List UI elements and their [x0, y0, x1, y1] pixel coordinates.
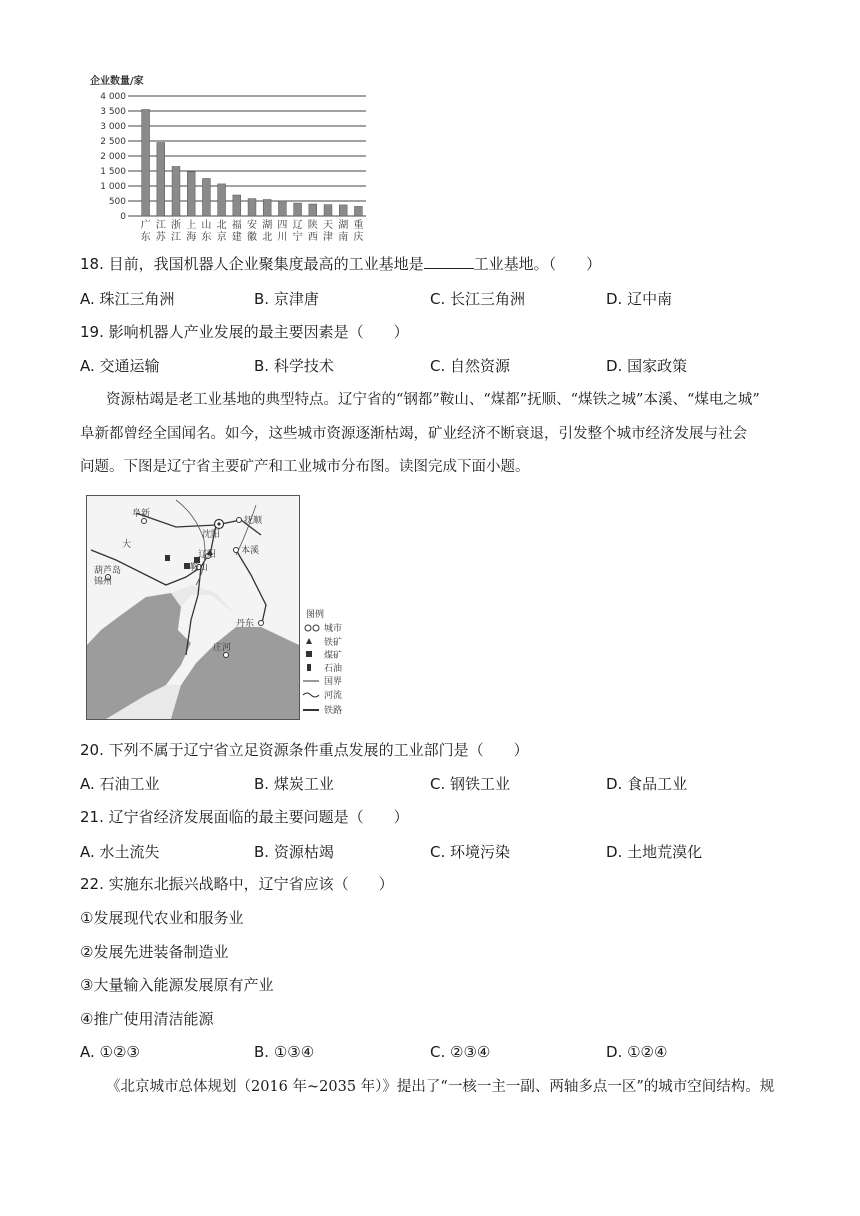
legend-title: 图例 — [306, 610, 325, 620]
q19-option-c[interactable]: C. 自然资源 — [430, 357, 511, 375]
q21-option-a[interactable]: A. 水土流失 — [80, 843, 160, 861]
x-tick-label: 川 — [277, 232, 288, 243]
map-label-shenyang: 沈阳 — [202, 530, 221, 540]
x-tick-label: 津 — [323, 232, 333, 243]
liaoning-map — [86, 495, 360, 720]
y-tick-label: 2 000 — [100, 152, 126, 162]
city-marker — [237, 518, 242, 523]
y-axis-label: 企业数量/家 — [90, 76, 144, 87]
x-tick-label: 建 — [231, 232, 242, 243]
x-tick-label: 辽 — [292, 220, 303, 231]
q19-option-b[interactable]: B. 科学技术 — [254, 357, 334, 375]
next-passage-start: 《北京城市总体规划（2016 年~2035 年）》提出了“一核一主一副、两轴多点一区”的城市空间结构。规 — [106, 1079, 775, 1095]
x-tick-label: 湖 — [338, 220, 349, 231]
q20-option-a[interactable]: A. 石油工业 — [80, 775, 160, 793]
x-tick-label: 苏 — [155, 232, 166, 243]
legend-oil-icon — [307, 664, 311, 671]
map-svg — [86, 495, 360, 720]
passage-line-1: 资源枯竭是老工业基地的典型特点。辽宁省的“钢都”鞍山、“煤都”抚顺、“煤铁之城”本溪、“煤电之城” — [106, 392, 760, 408]
bar — [339, 205, 347, 216]
city-marker — [217, 522, 220, 525]
legend-city: 城市 — [324, 624, 343, 634]
x-tick-label: 京 — [216, 232, 227, 243]
q19-option-a[interactable]: A. 交通运输 — [80, 357, 160, 375]
bar — [324, 205, 332, 216]
legend-iron-icon — [306, 638, 312, 644]
legend-border: 国界 — [324, 677, 343, 687]
map-label-benxi: 本溪 — [241, 546, 260, 556]
map-label-jinzhou: 锦州 — [94, 577, 113, 587]
passage-line-2: 阜新都曾经全国闻名。如今，这些城市资源逐渐枯竭，矿业经济不断衰退，引发整个城市经济发展与社会 — [80, 426, 747, 442]
q18-text: 18. 目前，我国机器人企业聚集度最高的工业基地是 — [80, 255, 424, 273]
q18-stem — [80, 254, 601, 274]
x-tick-label: 四 — [277, 220, 288, 231]
q21-option-c[interactable]: C. 环境污染 — [430, 843, 511, 861]
q22-item-4: ④推广使用清洁能源 — [80, 1010, 214, 1028]
answer-blank[interactable] — [424, 254, 474, 269]
q20-stem: 20. 下列不属于辽宁省立足资源条件重点发展的工业部门是（ ） — [80, 741, 529, 759]
enterprise-bar-chart — [88, 72, 378, 247]
y-tick-label: 4 000 — [100, 92, 126, 102]
legend-river-icon — [303, 693, 319, 697]
bar — [202, 179, 210, 217]
q22-item-3: ③大量输入能源发展原有产业 — [80, 976, 274, 994]
y-tick-label: 2 500 — [100, 137, 126, 147]
map-label-zhuanghe: 庄河 — [213, 643, 232, 653]
bar — [233, 195, 241, 216]
x-tick-label: 徽 — [247, 232, 257, 243]
legend-river: 河流 — [324, 691, 343, 701]
x-tick-label: 江 — [171, 232, 181, 243]
x-tick-label: 东 — [201, 232, 212, 243]
y-tick-label: 3 500 — [100, 107, 126, 117]
q22-stem: 22. 实施东北振兴战略中，辽宁省应该（ ） — [80, 875, 394, 893]
bar — [278, 201, 286, 216]
legend-oil: 石油 — [324, 664, 343, 674]
legend-coal-icon — [306, 651, 312, 657]
bar — [142, 110, 150, 217]
x-tick-label: 重 — [353, 220, 364, 231]
q21-stem: 21. 辽宁省经济发展面临的最主要问题是（ ） — [80, 808, 409, 826]
bar — [309, 204, 317, 216]
q18-option-d[interactable]: D. 辽中南 — [606, 290, 673, 308]
city-marker — [142, 519, 147, 524]
map-label-fuxin: 阜新 — [132, 509, 151, 519]
y-tick-label: 1 000 — [100, 182, 126, 192]
bar — [157, 143, 165, 217]
map-label-dandong: 丹东 — [236, 619, 255, 629]
x-tick-label: 庆 — [353, 232, 364, 243]
map-label-fushun: 抚顺 — [244, 516, 263, 526]
bar — [354, 206, 362, 216]
x-tick-label: 广 — [140, 220, 151, 231]
q20-option-c[interactable]: C. 钢铁工业 — [430, 775, 511, 793]
q21-option-b[interactable]: B. 资源枯竭 — [254, 843, 334, 861]
city-marker — [259, 621, 264, 626]
x-tick-label: 山 — [201, 220, 212, 231]
x-tick-label: 福 — [231, 220, 242, 231]
x-tick-label: 天 — [323, 220, 333, 231]
x-tick-label: 浙 — [171, 220, 181, 231]
x-tick-label: 陕 — [307, 220, 318, 231]
q18-text-after: 工业基地。（ ） — [473, 255, 602, 273]
q18-option-c[interactable]: C. 长江三角洲 — [430, 290, 526, 308]
bar — [218, 184, 226, 216]
x-tick-label: 江 — [155, 220, 166, 231]
chart-svg — [88, 72, 378, 247]
q22-item-1: ①发展现代农业和服务业 — [80, 909, 244, 927]
y-tick-label: 1 500 — [100, 167, 126, 177]
q21-options — [0, 841, 860, 861]
q21-option-d[interactable]: D. 土地荒漠化 — [606, 843, 703, 861]
legend-coal: 煤矿 — [324, 651, 343, 661]
q18-options — [0, 288, 860, 308]
q19-options — [0, 355, 860, 375]
q19-option-d[interactable]: D. 国家政策 — [606, 357, 688, 375]
city-marker — [234, 548, 239, 553]
x-tick-label: 湖 — [262, 220, 273, 231]
q20-option-b[interactable]: B. 煤炭工业 — [254, 775, 334, 793]
legend-city-icon — [313, 625, 319, 631]
x-tick-label: 北 — [262, 232, 273, 243]
x-tick-label: 东 — [140, 232, 151, 243]
q18-option-a[interactable]: A. 珠江三角洲 — [80, 290, 175, 308]
x-tick-label: 西 — [307, 232, 318, 243]
legend-railway: 铁路 — [324, 706, 343, 716]
q22-option-a[interactable]: A. ①②③ — [80, 1043, 140, 1061]
passage-line-3: 问题。下图是辽宁省主要矿产和工业城市分布图。读图完成下面小题。 — [80, 459, 530, 475]
map-label-huludao: 葫芦岛 — [94, 566, 122, 576]
map-label-da: 大 — [122, 540, 132, 550]
q20-options — [0, 773, 860, 793]
bar — [263, 200, 271, 217]
y-tick-label: 3 000 — [100, 122, 126, 132]
x-tick-label: 宁 — [292, 232, 303, 243]
q22-option-c[interactable]: C. ②③④ — [430, 1043, 491, 1061]
bar — [187, 172, 195, 216]
q18-option-b[interactable]: B. 京津唐 — [254, 290, 319, 308]
map-label-anshan: 鞍山 — [190, 563, 209, 573]
q20-option-d[interactable]: D. 食品工业 — [606, 775, 688, 793]
x-tick-label: 南 — [338, 232, 349, 243]
legend-iron: 铁矿 — [324, 638, 343, 648]
x-tick-label: 上 — [186, 220, 197, 231]
q22-item-2: ②发展先进装备制造业 — [80, 943, 229, 961]
q22-options — [0, 1043, 860, 1063]
x-tick-label: 北 — [216, 220, 227, 231]
q22-option-b[interactable]: B. ①③④ — [254, 1043, 315, 1061]
y-tick-label: 0 — [120, 212, 126, 222]
map-legend — [303, 608, 342, 716]
q19-stem: 19. 影响机器人产业发展的最主要因素是（ ） — [80, 323, 409, 341]
bar — [248, 199, 256, 216]
q22-option-d[interactable]: D. ①②④ — [606, 1043, 668, 1061]
oil-marker — [165, 555, 170, 561]
bar — [172, 167, 180, 217]
y-tick-label: 500 — [108, 197, 126, 207]
legend-city-icon — [305, 625, 311, 631]
city-marker — [224, 653, 229, 658]
x-tick-label: 海 — [186, 232, 197, 243]
map-label-liaoyang: 辽阳 — [198, 550, 217, 560]
bar — [294, 203, 302, 216]
x-tick-label: 安 — [247, 220, 257, 231]
